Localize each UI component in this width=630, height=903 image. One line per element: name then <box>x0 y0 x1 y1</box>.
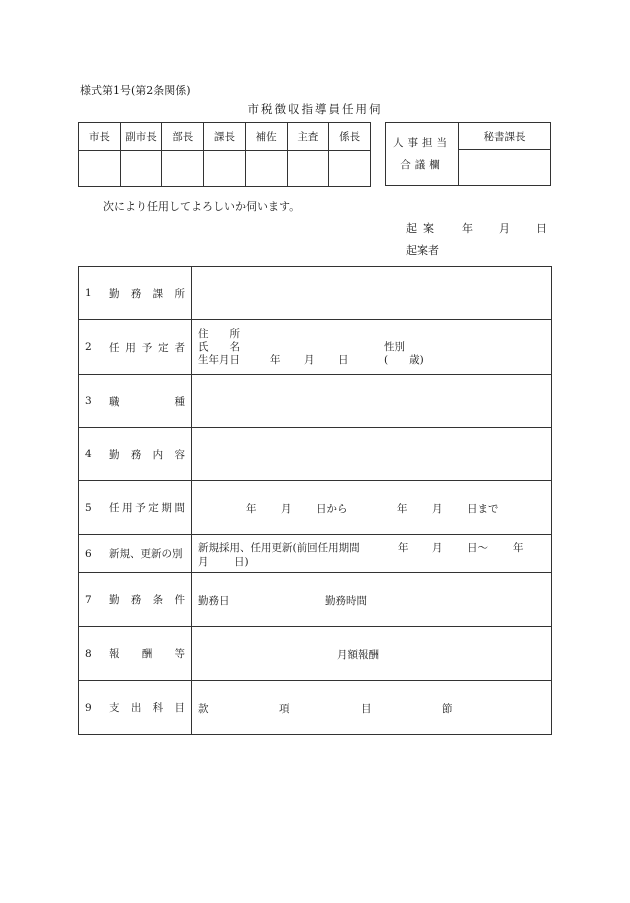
stamp-cell-mayor[interactable] <box>79 151 121 187</box>
work-department-field[interactable] <box>192 267 552 320</box>
draft-label: 起案 <box>406 222 440 235</box>
new-or-renewal-field[interactable] <box>192 535 552 573</box>
compensation-field[interactable] <box>192 627 552 681</box>
account-setsu: 節 <box>442 703 453 715</box>
new-or-renewal-text: 新規採用、任用更新(前回任用期間 <box>198 542 360 554</box>
prev-from-day: 日〜 <box>467 542 488 554</box>
secretary-label: 秘書課長 <box>459 123 551 150</box>
birth-month: 月 <box>304 354 315 366</box>
approval-stamp-table <box>78 122 371 187</box>
work-days-label: 勤務日 <box>198 595 230 607</box>
main-form-table <box>78 266 552 735</box>
role-assistant: 補佐 <box>245 123 287 151</box>
row-number: 6 <box>85 547 92 560</box>
stamp-cell-chief[interactable] <box>287 151 329 187</box>
row-label: 任 用 予 定 者 <box>109 341 185 354</box>
birth-day: 日 <box>338 354 349 366</box>
hr-consultation-table <box>385 122 551 186</box>
row-label: 勤 務 内 容 <box>109 448 185 461</box>
row-work-content <box>79 428 552 481</box>
row-number: 5 <box>85 501 92 514</box>
to-day: 日まで <box>467 503 499 515</box>
role-unit-head: 係長 <box>329 123 371 151</box>
address-label: 住 所 <box>198 328 240 340</box>
document-title: 市税徴収指導員任用伺 <box>247 102 383 116</box>
birthdate-label: 生年月日 <box>198 354 240 366</box>
row-label: 勤 務 課 所 <box>109 287 185 300</box>
work-conditions-field[interactable] <box>192 573 552 627</box>
hr-label-line1: 人事担当 <box>393 137 451 149</box>
account-kan: 款 <box>198 703 209 715</box>
job-type-field[interactable] <box>192 375 552 428</box>
expenditure-account-field[interactable] <box>192 681 552 735</box>
to-year: 年 <box>397 503 408 515</box>
drafter-label: 起案者 <box>406 244 439 257</box>
stamp-cell-assistant[interactable] <box>245 151 287 187</box>
stamp-cell-department-head[interactable] <box>162 151 204 187</box>
account-kou: 項 <box>279 703 290 715</box>
stamp-cell-deputy-mayor[interactable] <box>120 151 162 187</box>
row-number: 8 <box>85 647 92 660</box>
row-job-type <box>79 375 552 428</box>
from-day: 日から <box>316 503 348 515</box>
gender-label: 性別 <box>384 341 405 353</box>
role-deputy-mayor: 副市長 <box>120 123 162 151</box>
role-chief: 主査 <box>287 123 329 151</box>
row-number: 9 <box>85 701 92 714</box>
row-appointee <box>79 320 552 375</box>
appointee-field[interactable] <box>192 320 552 375</box>
stamp-cell-section-head[interactable] <box>204 151 246 187</box>
row-number: 3 <box>85 395 92 407</box>
appointment-period-field[interactable] <box>192 481 552 535</box>
work-content-field[interactable] <box>192 428 552 481</box>
row-expenditure-account <box>79 681 552 735</box>
name-label: 氏 名 <box>198 341 240 353</box>
row-number: 1 <box>85 287 92 299</box>
birth-year: 年 <box>270 354 281 366</box>
row-work-conditions <box>79 573 552 627</box>
prev-to-month: 月 <box>198 556 209 568</box>
row-label: 支 出 科 目 <box>109 702 185 714</box>
hr-label-cell <box>386 123 459 186</box>
row-label: 職 種 <box>109 395 185 408</box>
prev-to-day: 日) <box>234 556 249 568</box>
role-department-head: 部長 <box>162 123 204 151</box>
monthly-pay-label: 月額報酬 <box>337 649 379 661</box>
prev-from-month: 月 <box>432 542 443 554</box>
intro-text: 次により任用してよろしいか伺います。 <box>103 200 301 213</box>
from-month: 月 <box>281 503 292 515</box>
row-number: 2 <box>85 341 92 353</box>
age-field: ( 歳) <box>384 354 424 366</box>
stamp-cell-unit-head[interactable] <box>329 151 371 187</box>
role-mayor: 市長 <box>79 123 121 151</box>
row-work-department <box>79 267 552 320</box>
row-appointment-period <box>79 481 552 535</box>
from-year: 年 <box>246 503 257 515</box>
stamp-cell-secretary[interactable] <box>459 150 551 186</box>
to-month: 月 <box>432 503 443 515</box>
row-number: 4 <box>85 448 92 460</box>
form-number: 様式第1号(第2条関係) <box>80 84 191 97</box>
role-section-head: 課長 <box>204 123 246 151</box>
row-label: 新規、更新の別 <box>109 548 183 560</box>
draft-month: 月 <box>499 222 510 235</box>
draft-year: 年 <box>462 222 473 235</box>
draft-day: 日 <box>536 222 547 235</box>
draft-date-line <box>406 220 556 234</box>
row-label: 任 用 予 定 期 間 <box>109 502 185 514</box>
row-label: 報 酬 等 <box>109 648 185 660</box>
row-new-or-renewal <box>79 535 552 573</box>
row-number: 7 <box>85 593 92 606</box>
work-hours-label: 勤務時間 <box>325 595 367 607</box>
hr-label-line2: 合議欄 <box>400 159 444 171</box>
prev-from-year: 年 <box>398 542 409 554</box>
row-label: 勤 務 条 件 <box>109 594 185 606</box>
account-moku: 目 <box>361 703 372 715</box>
prev-to-year: 年 <box>513 542 524 554</box>
row-compensation <box>79 627 552 681</box>
